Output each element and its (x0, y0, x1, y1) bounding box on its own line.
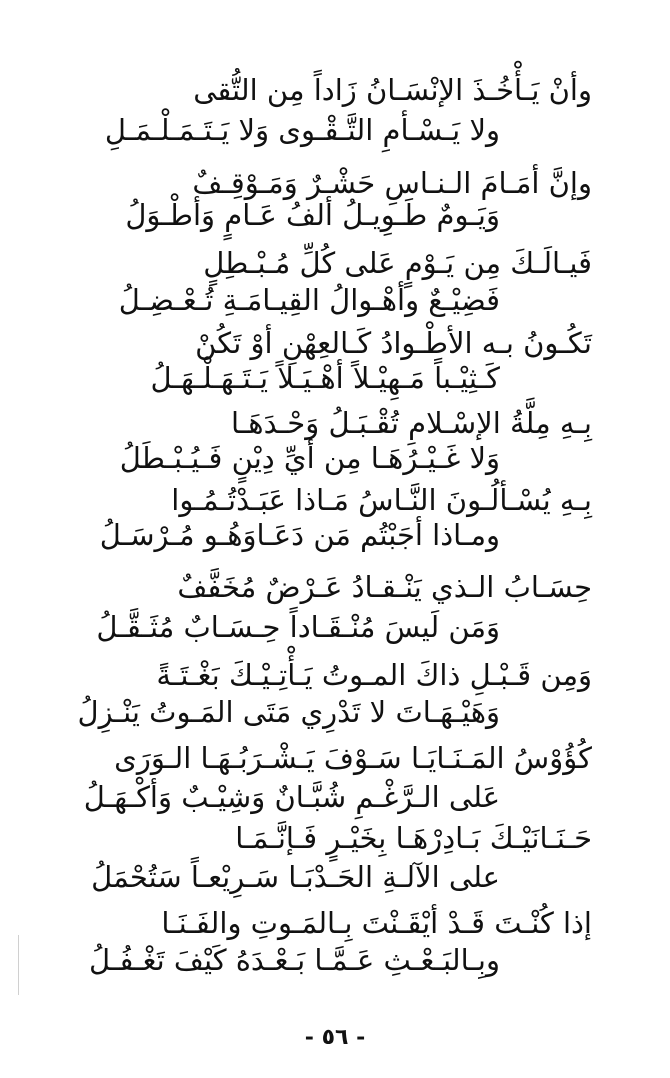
verse-10-first-hemistich: حَـنَـانَيْـكَ بَـادِرْهَـا بِخَيْـرٍ فَـإنَّـمَـا (235, 821, 592, 855)
margin-scan-mark (18, 935, 19, 995)
verse-10-second-hemistich: على الآلـةِ الحَـدْبَـا سَـرِيْعـاً سَتُحْمَلُ (91, 860, 500, 894)
verse-6-second-hemistich: ومـاذا أجَبْتُم مَن دَعَـاوَهُـو مُـرْسَـلُ (99, 518, 500, 552)
verse-11-second-hemistich: وبِـالبَـعْـثِ عَـمَّـا بَـعْـدَهُ كَيْفَ تَغْـفُـلُ (89, 943, 500, 977)
verse-5-second-hemistich: وَلا غَـيْـرُهَـا مِن أيِّ دِيْنٍ فَـيُـبْـطَلُ (119, 441, 500, 475)
verse-3-second-hemistich: فَضِيْـعٌ وأهْـوالُ القِيـامَـةِ تُـعْـضِـلُ (118, 283, 500, 317)
verse-3-first-hemistich: فَيـالَـكَ مِن يَـوْمٍ عَلى كُلِّ مُـبْـطِلٍ (203, 246, 592, 280)
verse-9-first-hemistich: كُؤُوْسُ المَـنَـايَـا سَـوْفَ يَـشْـرَبُـهَـا الـوَرَى (114, 741, 592, 775)
page-number: - ٥٦ - (304, 1024, 366, 1050)
verse-6-first-hemistich: بِـهِ يُسْـألُـونَ النَّـاسُ مَـاذا عَبَـدْتُـمُـوا (171, 483, 592, 517)
verse-8-second-hemistich: وَهَيْـهَـاتَ لا تَدْرِي مَتَى المَـوتُ يَنْـزِلُ (77, 695, 500, 729)
verse-7-first-hemistich: حِسَـابُ الـذي يَنْـقـادُ عَـرْضٌ مُخَفَّفٌ (177, 570, 592, 604)
verse-8-first-hemistich: وَمِن قَـبْـلِ ذاكَ المـوتُ يَـأْتِـيْـكَ بَغْـتَـةً (156, 658, 592, 692)
verse-9-second-hemistich: عَلى الـرَّغْـمِ شُبَّـانٌ وَشِيْـبٌ وَأكْـهَـلُ (83, 780, 500, 814)
verse-5-first-hemistich: بِـهِ مِلَّةُ الإسْـلامِ تُقْـبَـلُ وَحْـدَهَـا (230, 406, 592, 440)
verse-2-second-hemistich: وَيَـومٌ طَـوِيـلُ ألفُ عَـامٍ وَأطْـوَلُ (125, 198, 500, 232)
verse-2-first-hemistich: وإنَّ أمَـامَ الـنـاسِ حَشْـرٌ وَمَـوْقِـفٌ (192, 166, 592, 200)
verse-1-first-hemistich: وأنْ يَـأْخُـذَ الإنْسَـانُ زَاداً مِن التُّقى (193, 73, 592, 107)
verse-11-first-hemistich: إذا كُنْـتَ قَـدْ أيْقَـنْتَ بِـالمَـوتِ والفَـنَـا (161, 906, 592, 940)
verse-4-second-hemistich: كَـثِيْـباً مَـهِيْـلاً أهْـيَـلاً يَـتَـهَـلْـهَـلُ (150, 361, 500, 395)
verse-4-first-hemistich: تَكُـونُ بـه الأطْـوادُ كَـالعِهْنِ أوْ تَكُنْ (195, 326, 592, 360)
verse-7-second-hemistich: وَمَن لَيسَ مُنْـقَـاداً حِـسَـابٌ مُثَـقَّـلُ (96, 610, 500, 644)
verse-1-second-hemistich: ولا يَـسْـأمِ التَّـقْـوى وَلا يَـتَـمَـلْـمَـلِ (104, 113, 500, 147)
